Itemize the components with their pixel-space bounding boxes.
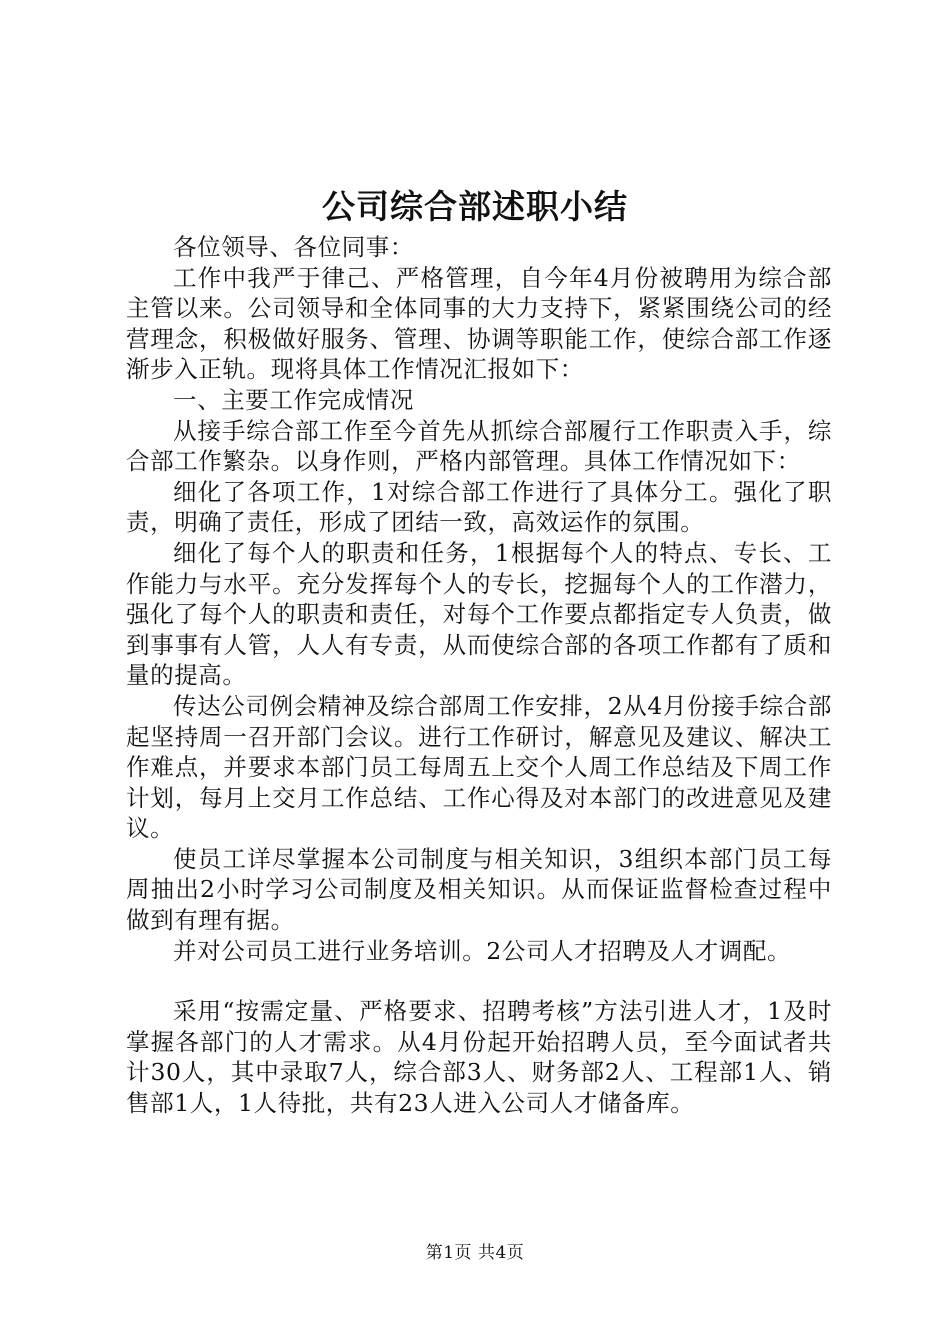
document-title: 公司综合部述职小结	[322, 187, 628, 226]
paragraph-intro: 工作中我严于律己、严格管理，自今年4月份被聘用为综合部主管以来。公司领导和全体同事的大力支持下，紧紧围绕公司的经营理念，积极做好服务、管理、协调等职能工作，使综合部工作逐渐步入正轨。现将具体工作情况汇报如下：	[126, 263, 832, 384]
paragraph-salutation: 各位领导、各位同事：	[173, 233, 414, 261]
paragraph-individual-duties: 细化了每个人的职责和任务，1根据每个人的特点、专长、工作能力与水平。充分发挥每个人的专长，挖掘每个人的工作潜力，强化了每个人的职责和责任，对每个工作要点都指定专人负责，做到事事有人管，人人有专责，从而使综合部的各项工作都有了质和量的提高。	[126, 538, 832, 690]
paragraph-recruitment: 采用“按需定量、严格要求、招聘考核”方法引进人才，1及时掌握各部门的人才需求。从4月份起开始招聘人员，至今面试者共计30人，其中录取7人，综合部3人、财务部2人、工程部1人、销售部1人，1人待批，共有23人进入公司人才储备库。	[126, 997, 832, 1118]
document-body	[126, 232, 832, 1119]
paragraph-overview: 从接手综合部工作至今首先从抓综合部履行工作职责入手，综合部工作繁杂。以身作则，严格内部管理。具体工作情况如下：	[126, 416, 832, 476]
paragraph-weekly-meetings: 传达公司例会精神及综合部周工作安排，2从4月份接手综合部起坚持周一召开部门会议。进行工作研讨，解意见及建议、解决工作难点，并要求本部门员工每周五上交个人周工作总结及下周工作计划，每月上交月工作总结、工作心得及对本部门的改进意见及建议。	[126, 691, 832, 843]
page-number: 第1页 共4页	[425, 1243, 525, 1263]
paragraph-division-of-work: 细化了各项工作，1对综合部工作进行了具体分工。强化了职责，明确了责任，形成了团结一致，高效运作的氛围。	[126, 477, 832, 537]
paragraph-training: 并对公司员工进行业务培训。2公司人才招聘及人才调配。	[173, 936, 792, 965]
section-heading: 一、主要工作完成情况	[173, 385, 414, 414]
paragraph-policy-study: 使员工详尽掌握本公司制度与相关知识，3组织本部门员工每周抽出2小时学习公司制度及相关知识。从而保证监督检查过程中做到有理有据。	[126, 844, 832, 935]
